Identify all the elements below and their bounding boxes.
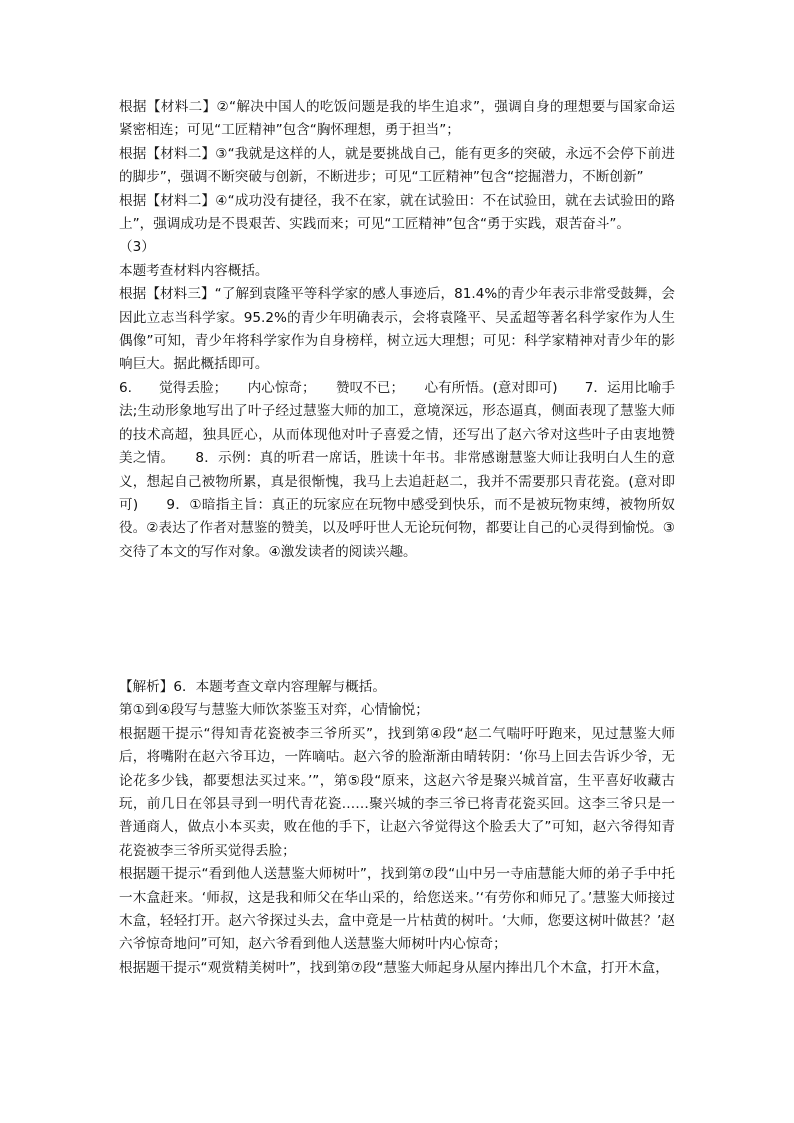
answer-section [119,96,675,564]
paragraph-material-2-point-2: 根据【材料二】②“解决中国人的吃饭问题是我的毕生追求”，强调自身的理想要与国家命运紧密相连；可见“工匠精神”包含“胸怀理想，勇于担当”； [119,99,675,139]
analysis-paragraph-3: 根据题干提示“看到他人送慧鉴大师树叶”，找到第⑦段“山中另一寺庙慧能大师的弟子手中托一木盒赶来。‘师叔，这是我和师父在华山采的，给您送来。’‘有劳你和师兄了。’慧鉴大师接过木盒，轻轻打开。赵六爷探过头去，盒中竟是一片枯黄的树叶。‘大师，您要这树叶做甚？’赵六爷惊奇地问”可知，赵六爷看到他人送慧鉴大师树叶内心惊奇； [119,866,675,953]
analysis-section [119,676,675,980]
analysis-paragraph-4: 根据题干提示“观赏精美树叶”，找到第⑦段“慧鉴大师起身从屋内捧出几个木盒，打开木盒， [119,959,669,976]
subquestion-number: （3） [119,239,155,256]
paragraph-material-2-point-3: 根据【材料二】③“我就是这样的人，就是要挑战自己，能有更多的突破，永远不会停下前进的脚步”，强调不断突破与创新，不断进步；可见“工匠精神”包含“挖掘潜力，不断创新” [119,145,675,186]
paragraph-answers-6-9: 6. 觉得丢脸； 内心惊奇； 赞叹不已； 心有所悟。(意对即可) 7．运用比喻手法;生动形象地写出了叶子经过慧鉴大师的加工，意境深远，形态逼真，侧面表现了慧鉴大师的技术高超，独具匠心，从而体现他对叶子喜爱之情，还写出了赵六爷对这些叶子由衷地赞美之情。 8．示例：真的听君一席话，胜读十年书。非常感谢慧鉴大师让我明白人生的意义，想起自己被物所累，真是很惭愧，我马上去追赶赵二，我并不需要那只青花瓷。(意对即可) 9．①暗指主旨：真正的玩家应在玩物中感受到快乐，而不是被玩物束缚，被物所奴役。②表达了作者对慧鉴的赞美，以及呼吁世人无论玩何物，都要让自己的心灵得到愉悦。③交待了本文的写作对象。④激发读者的阅读兴趣。 [119,379,675,560]
paragraph-material-3: 根据【材料三】“了解到袁隆平等科学家的感人事迹后，81.4%的青少年表示非常受鼓舞，会因此立志当科学家。95.2%的青少年明确表示，会将袁隆平、吴孟超等著名科学家作为人生偶像”可知，青少年将科学家作为自身榜样，树立远大理想；可见：科学家精神对青少年的影响巨大。据此概括即可。 [119,286,675,373]
analysis-paragraph-1: 第①到④段写与慧鉴大师饮茶鉴玉对弈，心情愉悦； [119,702,429,719]
analysis-heading: 【解析】6．本题考查文章内容理解与概括。 [119,679,386,695]
analysis-paragraph-2: 根据题干提示“得知青花瓷被李三爷所买”，找到第④段“赵二气喘吁吁跑来，见过慧鉴大师后，将嘴附在赵六爷耳边，一阵嘀咕。赵六爷的脸渐渐由晴转阴：‘你马上回去告诉少爷，无论花多少钱，都要想法买过来。’”，第⑤段“原来，这赵六爷是聚兴城首富，生平喜好收藏古玩，前几日在邻县寻到一明代青花瓷……聚兴城的李三爷已将青花瓷买回。这李三爷只是一普通商人，做点小本买卖，败在他的手下，让赵六爷觉得这个脸丢大了”可知，赵六爷得知青花瓷被李三爷所买觉得丢脸； [119,725,675,859]
paragraph-topic-summary: 本题考查材料内容概括。 [119,262,269,279]
paragraph-material-2-point-4: 根据【材料二】④“成功没有捷径，我不在家，就在试验田：不在试验田，就在去试验田的路上”，强调成功是不畏艰苦、实践而来；可见“工匠精神”包含“勇于实践，艰苦奋斗”。 [119,192,675,233]
